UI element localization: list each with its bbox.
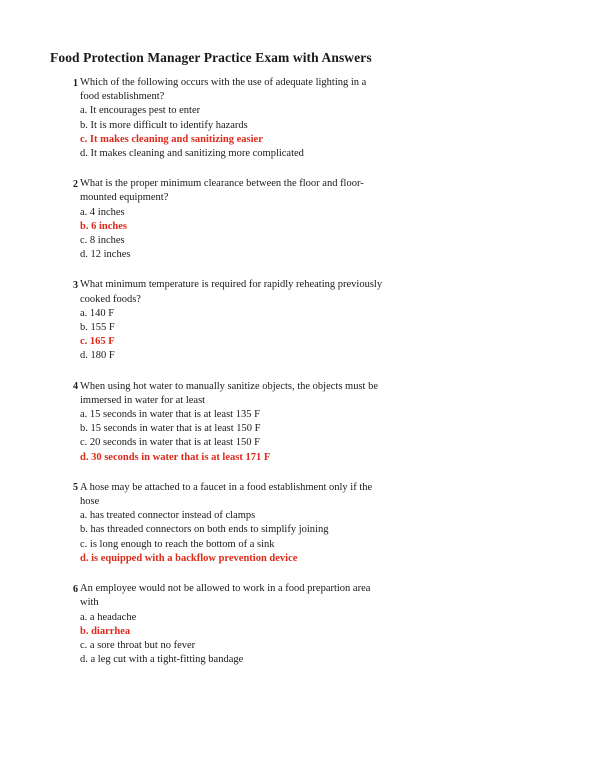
question-block	[50, 380, 560, 465]
option-list	[80, 307, 560, 364]
option-correct[interactable]: b. diarrhea	[80, 625, 131, 637]
question-body	[80, 177, 560, 262]
option[interactable]: a. 4 inches	[80, 206, 125, 218]
question-stem: Which of the following occurs with the use of adequate lighting in a food establishment?	[80, 77, 367, 103]
question-block	[50, 76, 560, 161]
question-stem: An employee would not be allowed to work in a food prepartion area with	[80, 583, 371, 609]
question-row	[50, 380, 560, 465]
question-body	[80, 481, 560, 566]
question-number: 2	[73, 178, 78, 190]
option-correct[interactable]: c. 165 F	[80, 336, 115, 348]
option[interactable]: c. 20 seconds in water that is at least 150 F	[80, 437, 260, 449]
option[interactable]: c. a sore throat but no fever	[80, 639, 196, 651]
option[interactable]: b. 15 seconds in water that is at least 150 F	[80, 423, 261, 435]
question-body	[80, 582, 560, 667]
question-stem: What is the proper minimum clearance between the floor and floor-mounted equipment?	[80, 178, 364, 204]
option-list	[80, 509, 560, 566]
question-row	[50, 481, 560, 566]
question-row	[50, 278, 560, 363]
question-number: 1	[73, 77, 78, 89]
option[interactable]: a. 140 F	[80, 307, 115, 319]
option[interactable]: c. 8 inches	[80, 235, 125, 247]
question-body	[80, 76, 560, 161]
option[interactable]: a. has treated connector instead of clamps	[80, 510, 256, 522]
option[interactable]: d. a leg cut with a tight-fitting bandage	[80, 654, 244, 666]
question-block	[50, 177, 560, 262]
question-list	[50, 76, 560, 667]
option[interactable]: a. It encourages pest to enter	[80, 105, 201, 117]
option[interactable]: d. 12 inches	[80, 249, 131, 261]
option[interactable]: b. It is more difficult to identify hazards	[80, 119, 248, 131]
question-body	[80, 278, 560, 363]
option-list	[80, 408, 560, 465]
question-number: 6	[73, 583, 78, 595]
question-row	[50, 177, 560, 262]
option[interactable]: d. It makes cleaning and sanitizing more complicated	[80, 148, 304, 160]
option[interactable]: b. has threaded connectors on both ends to simplify joining	[80, 524, 329, 536]
option-correct[interactable]: c. It makes cleaning and sanitizing easier	[80, 133, 263, 145]
question-block	[50, 481, 560, 566]
question-number: 5	[73, 482, 78, 494]
option[interactable]: d. 180 F	[80, 350, 115, 362]
question-number: 3	[73, 279, 78, 291]
option[interactable]: b. 155 F	[80, 322, 115, 334]
page-title: Food Protection Manager Practice Exam with Answers	[50, 50, 372, 65]
option[interactable]: c. is long enough to reach the bottom of a sink	[80, 538, 275, 550]
question-stem: What minimum temperature is required for rapidly reheating previously cooked foods?	[80, 279, 383, 305]
question-row	[50, 582, 560, 667]
question-number: 4	[73, 381, 78, 393]
option[interactable]: a. a headache	[80, 611, 137, 623]
question-block	[50, 278, 560, 363]
option-list	[80, 206, 560, 263]
question-body	[80, 380, 560, 465]
question-stem: A hose may be attached to a faucet in a food establishment only if the hose	[80, 481, 373, 508]
question-row	[50, 76, 560, 161]
option-list	[80, 104, 560, 161]
option-correct[interactable]: b. 6 inches	[80, 220, 127, 232]
option-list	[80, 611, 560, 668]
option[interactable]: a. 15 seconds in water that is at least 135 F	[80, 409, 260, 421]
question-block	[50, 582, 560, 667]
option-correct[interactable]: d. 30 seconds in water that is at least 171 F	[80, 451, 271, 463]
option-correct[interactable]: d. is equipped with a backflow prevention device	[80, 552, 298, 564]
question-stem: When using hot water to manually sanitize objects, the objects must be immersed in water for at least	[80, 380, 379, 406]
